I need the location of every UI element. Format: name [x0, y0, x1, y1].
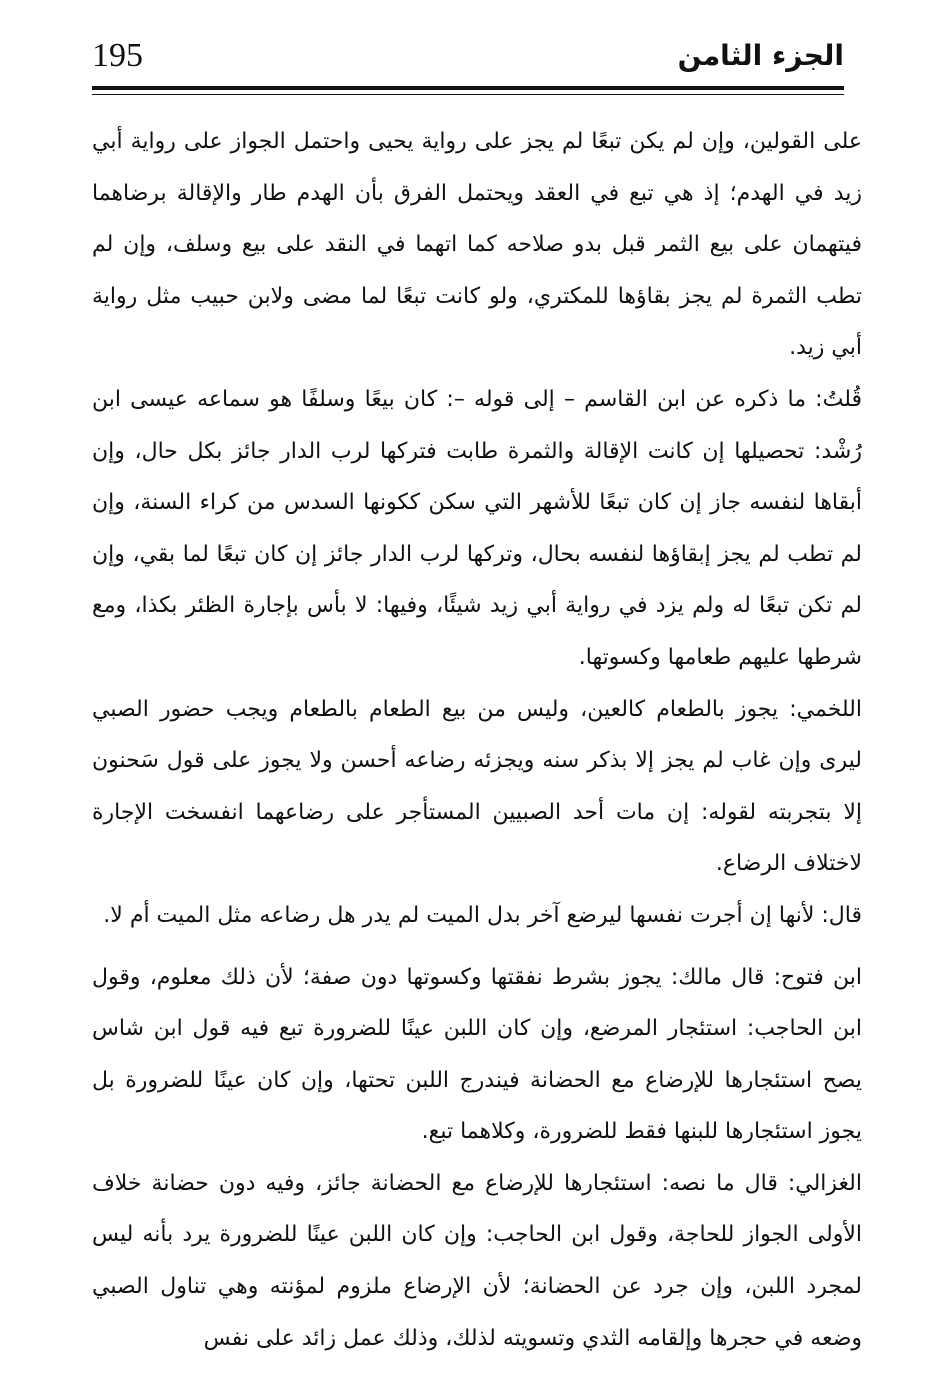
paragraph: قال: لأنها إن أجرت نفسها ليرضع آخر بدل الميت لم يدر هل رضاعه مثل الميت أم لا.: [103, 902, 862, 928]
page-body: [92, 116, 862, 1364]
header-rule-thin: [92, 94, 844, 95]
paragraph: اللخمي: يجوز بالطعام كالعين، وليس من بيع الطعام بالطعام ويجب حضور الصبي ليرى وإن غاب لم يجز إلا بذكر سنه ويجزئه رضاعه أحسن ولا يجوز على قول سَحنون إلا بتجربته لقوله: إن مات أحد الصبيين المستأجر على رضاعهما انفسخت الإجارة لاختلاف الرضاع.: [92, 696, 862, 877]
header-rule-thick: [92, 86, 844, 90]
chapter-title: الجزء الثامن: [677, 39, 844, 72]
page-number: 195: [92, 37, 143, 74]
paragraph: الغزالي: قال ما نصه: استئجارها للإرضاع مع الحضانة جائز، وفيه دون حضانة خلاف الأولى الجواز للحاجة، وقول ابن الحاجب: وإن كان اللبن عينًا للضرورة يرد بأنه ليس لمجرد اللبن، وإن جرد عن الحضانة؛ لأن الإرضاع ملزوم لمؤنته وهي تناول الصبي وضعه في حجرها وإلقامه الثدي وتسويته لذلك، وذلك عمل زائد على نفس: [92, 1170, 862, 1351]
paragraph: ابن فتوح: قال مالك: يجوز بشرط نفقتها وكسوتها دون صفة؛ لأن ذلك معلوم، وقول ابن الحاجب: استئجار المرضع، وإن كان اللبن عينًا للضرورة تبع فيه قول ابن شاس يصح استئجارها للإرضاع مع الحضانة فيندرج اللبن تحتها، وإن كان عينًا للضرورة بل يجوز استئجارها للبنها فقط للضرورة، وكلاهما تبع.: [92, 964, 862, 1145]
page-header: [92, 34, 844, 84]
paragraph: قُلتُ: ما ذكره عن ابن القاسم – إلى قوله –: كان بيعًا وسلفًا هو سماعه عيسى ابن رُشْد: تحصيلها إن كانت الإقالة والثمرة طابت فتركها لرب الدار جائز بكل حال، وإن أبقاها لنفسه جاز إن كان تبعًا للأشهر التي سكن ككونها السدس من كراء السنة، وإن لم تطب لم يجز إبقاؤها لنفسه بحال، وتركها لرب الدار جائز إن كان تبعًا لما بقي، وإن لم تكن تبعًا له ولم يزد في رواية أبي زيد شيئًا، وفيها: لا بأس بإجارة الظئر بكذا، ومع شرطها عليهم طعامها وكسوتها.: [92, 386, 862, 670]
paragraph: على القولين، وإن لم يكن تبعًا لم يجز على رواية يحيى واحتمل الجواز على رواية أبي زيد في الهدم؛ إذ هي تبع في العقد ويحتمل الفرق بأن الهدم طار والإقالة برضاهما فيتهمان على بيع الثمر قبل بدو صلاحه كما اتهما في النقد على بيع وسلف، وإن لم تطب الثمرة لم يجز بقاؤها للمكتري، ولو كانت تبعًا لما مضى ولابن حبيب مثل رواية أبي زيد.: [92, 129, 862, 361]
